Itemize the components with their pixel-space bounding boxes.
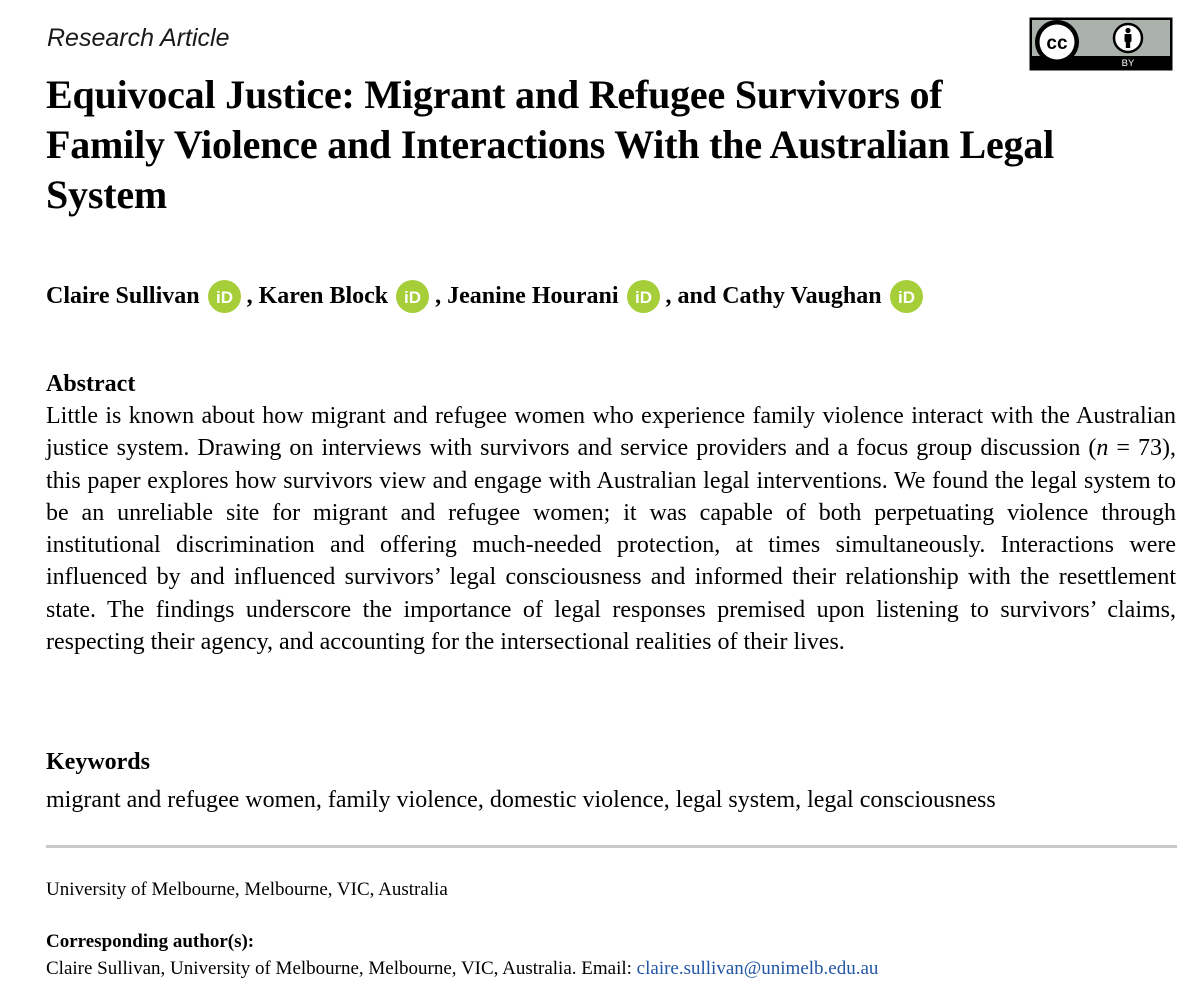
svg-text:cc: cc	[1046, 33, 1068, 54]
abstract-heading: Abstract	[46, 371, 136, 397]
section-divider	[46, 845, 1177, 848]
author-separator: , and	[665, 282, 723, 309]
keywords-heading: Keywords	[46, 749, 150, 775]
corresponding-author-details	[46, 957, 878, 981]
orcid-glyph: iD	[404, 287, 422, 307]
orcid-glyph: iD	[215, 287, 233, 307]
article-title	[46, 70, 1156, 220]
author-name[interactable]: Claire Sullivan	[46, 282, 200, 309]
corresponding-author-heading: Corresponding author(s):	[46, 931, 255, 952]
author-affiliation: University of Melbourne, Melbourne, VIC, Australia	[46, 879, 448, 900]
cc-by-label: BY	[1121, 58, 1135, 69]
article-type-label: Research Article	[47, 24, 230, 52]
orcid-icon[interactable]	[890, 280, 923, 313]
title-line: System	[46, 172, 168, 217]
abstract-text	[46, 400, 1176, 658]
orcid-icon[interactable]	[396, 280, 429, 313]
title-line: Family Violence and Interactions With the Australian Legal	[46, 122, 1055, 167]
corresponding-author-text: Claire Sullivan, University of Melbourne, Melbourne, VIC, Australia. Email:	[46, 958, 637, 979]
author-separator: ,	[435, 282, 448, 309]
email-link[interactable]: claire.sullivan@unimelb.edu.au	[636, 958, 879, 979]
author-separator: ,	[246, 282, 259, 309]
abstract-text-part: Little is known about how migrant and refugee women who experience family violence interact with the Australian justice system. Drawing on interviews with survivors and service providers and a focus group discussion (	[46, 403, 1176, 462]
orcid-glyph: iD	[634, 287, 652, 307]
author-list	[46, 278, 929, 314]
keywords-list: migrant and refugee women, family violence, domestic violence, legal system, legal consciousness	[46, 787, 996, 813]
orcid-icon[interactable]	[627, 280, 660, 313]
orcid-icon[interactable]	[208, 280, 241, 313]
cc-by-license-icon	[1029, 17, 1173, 71]
orcid-glyph: iD	[897, 287, 915, 307]
title-line: Equivocal Justice: Migrant and Refugee Survivors of	[46, 72, 943, 117]
sample-size-value: = 73	[1108, 435, 1162, 462]
cc-by-license-badge[interactable]	[1029, 17, 1173, 71]
author-name[interactable]: Karen Block	[258, 282, 389, 309]
sample-size-symbol: n	[1096, 435, 1109, 462]
author-name[interactable]: Jeanine Hourani	[447, 282, 619, 309]
abstract-text-part: ), this paper explores how survivors view and engage with Australian legal interventions. We found the legal system to be an unreliable site for migrant and refugee women; it was capable of both perpetuating violence through institutional discrimination and offering much-needed protection, at times simultaneously. Interactions were influenced by and influenced survivors’ legal consciousness and informed their relationship with the resettlement state. The findings underscore the importance of legal responses premised upon listening to survivors’ claims, respecting their agency, and accounting for the intersectional realities of their lives.	[46, 435, 1176, 656]
author-name[interactable]: Cathy Vaughan	[722, 282, 882, 309]
